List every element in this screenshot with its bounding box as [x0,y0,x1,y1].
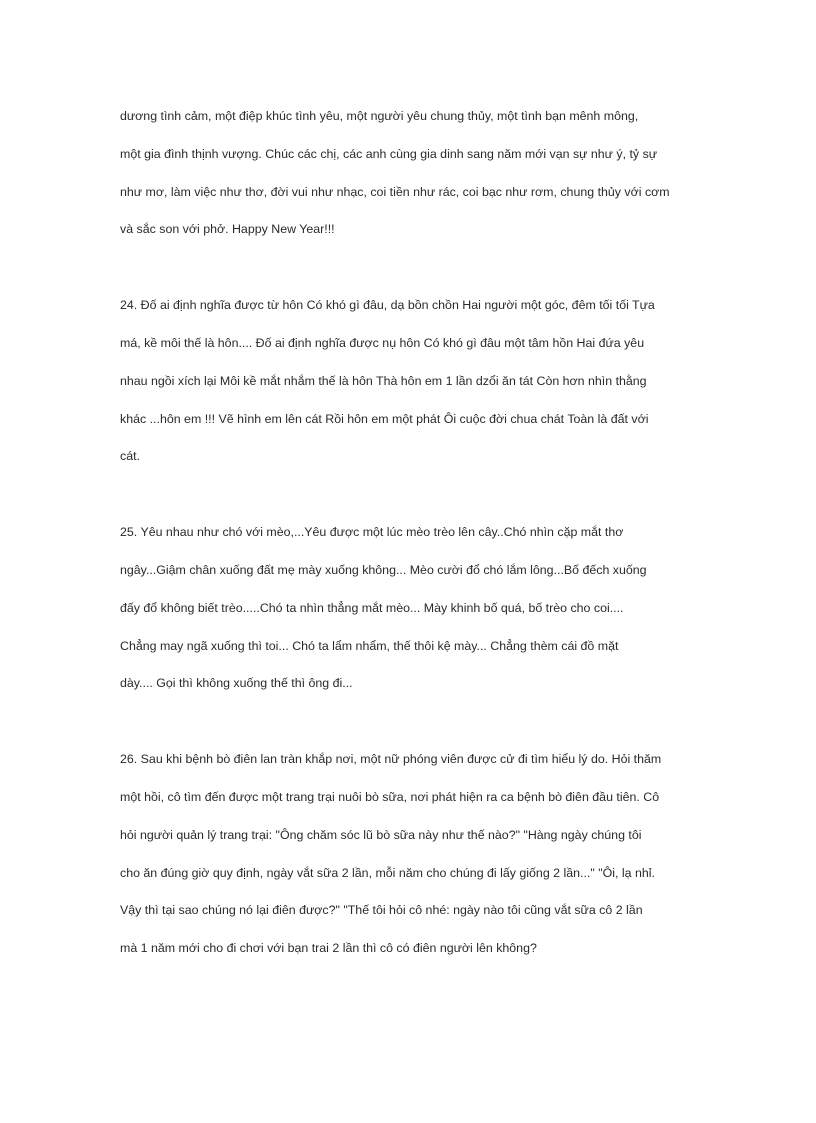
text-line: 25. Yêu nhau như chó với mèo,...Yêu được một lúc mèo trèo lên cây..Chó nhìn cặp mắt thơ [120,525,624,540]
text-line: 24. Đố ai định nghĩa được từ hôn Có khó gì đâu, dạ bồn chồn Hai người một góc, đêm tối tối Tựa [120,298,655,313]
text-line: nhau ngồi xích lại Môi kề mắt nhắm thế là hôn Thà hôn em 1 lần dzổi ăn tát Còn hơn nhìn thằng [120,373,647,388]
text-line: đấy đổ không biết trèo.....Chó ta nhìn thẳng mắt mèo... Mày khinh bố quá, bố trèo cho coi.... [120,600,624,615]
text-line: hỏi người quản lý trang trại: "Ông chăm sóc lũ bò sữa này như thế nào?" "Hàng ngày chúng tôi [120,827,642,842]
text-line: khác ...hôn em !!! Vẽ hình em lên cát Rồi hôn em một phát Ôi cuộc đời chua chát Toàn là đất với [120,411,649,426]
text-line: cho ăn đúng giờ quy định, ngày vắt sữa 2 lần, mỗi năm cho chúng đi lấy giống 2 lần..." "Ôi, lạ nhỉ. [120,865,655,880]
paragraph-new-year-wishes [120,98,700,249]
paragraph-spacer [120,249,700,287]
text-line: má, kề môi thế là hôn.... Đố ai định nghĩa được nụ hôn Có khó gì đâu một tâm hồn Hai đứa yêu [120,335,645,350]
paragraph-spacer [120,476,700,514]
text-line: cát. [120,449,140,464]
text-line: 26. Sau khi bệnh bò điên lan tràn khắp nơi, một nữ phóng viên được cử đi tìm hiểu lý do. Hỏi thăm [120,752,662,767]
text-line: mà 1 năm mới cho đi chơi với bạn trai 2 lần thì cô có điên người lên không? [120,941,537,956]
text-line: một gia đình thịnh vượng. Chúc các chị, các anh cùng gia dinh sang năm mới vạn sự như ý, tỷ sự [120,146,658,161]
text-line: dương tình cảm, một điệp khúc tình yêu, một người yêu chung thủy, một tình bạn mênh mông, [120,109,639,123]
text-line: dày.... Gọi thì không xuống thế thì ông đi... [120,676,353,691]
text-line: và sắc son với phở. Happy New Year!!! [120,222,335,237]
text-line: như mơ, làm việc như thơ, đời vui như nhạc, coi tiền như rác, coi bạc như rơm, chung thủy với cơm [120,184,670,199]
document-body [120,98,700,968]
text-line: Vậy thì tại sao chúng nó lại điên được?" "Thế tôi hỏi cô nhé: ngày nào tôi cũng vắt sữa cô 2 lần [120,903,643,918]
paragraph-24 [120,287,700,476]
text-line: một hồi, cô tìm đến được một trang trại nuôi bò sữa, nơi phát hiện ra ca bệnh bò điên đầu tiên. Cô [120,789,660,804]
text-line: Chẳng may ngã xuống thì toi... Chó ta lẩm nhẩm, thế thôi kệ mày... Chẳng thèm cái đồ mặt [120,638,619,653]
text-line: ngây...Giậm chân xuống đất mẹ mày xuống không... Mèo cười đổ chó lắm lông...Bố đếch xuống [120,562,647,577]
paragraph-26 [120,741,700,968]
paragraph-spacer [120,703,700,741]
paragraph-25 [120,514,700,703]
